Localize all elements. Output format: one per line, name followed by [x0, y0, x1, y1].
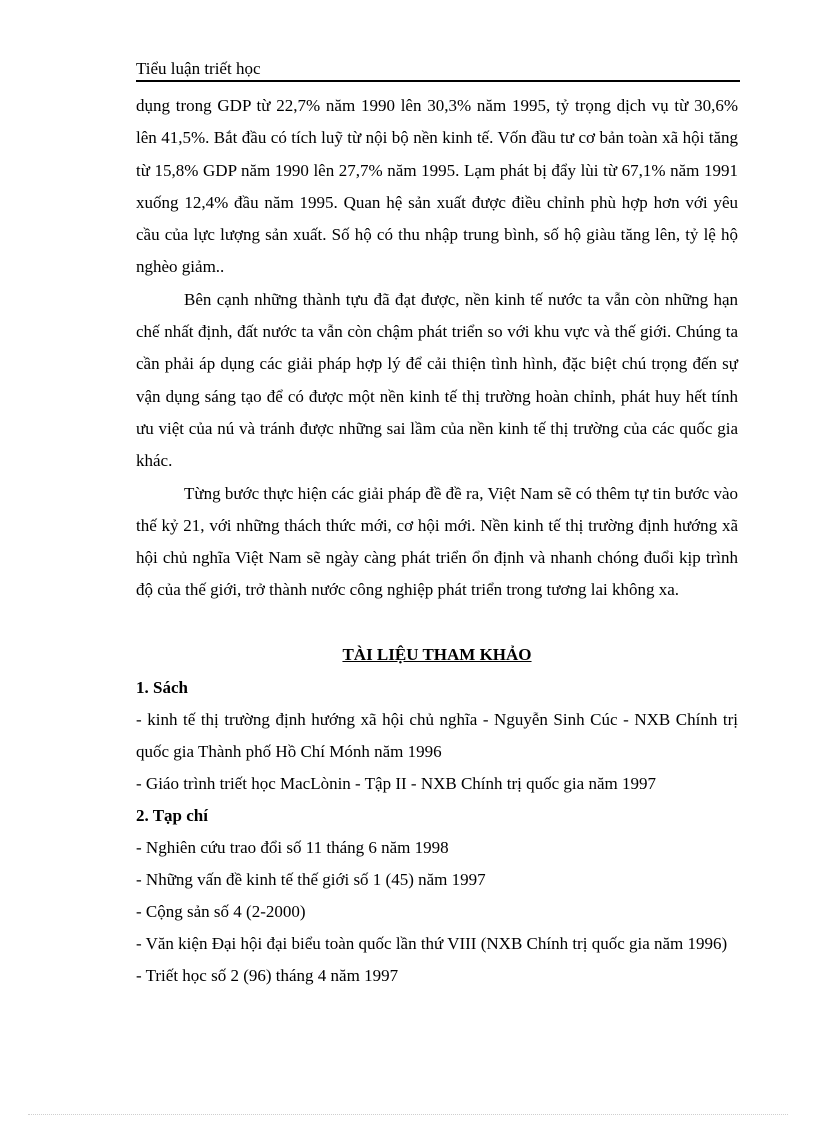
journal-reference-2: - Những vấn đề kinh tế thế giới số 1 (45) năm 1997: [136, 870, 486, 889]
journal-reference-1: - Nghiên cứu trao đổi số 11 tháng 6 năm 1998: [136, 838, 449, 857]
references-section: [136, 640, 738, 992]
paragraph-1: dụng trong GDP từ 22,7% năm 1990 lên 30,3% năm 1995, tỷ trọng dịch vụ từ 30,6% lên 41,5%. Bắt đầu có tích luỹ từ nội bộ nền kinh tế. Vốn đầu tư cơ bản toàn xã hội tăng từ 15,8% GDP năm 1990 lên 27,7% năm 1995. Lạm phát bị đẩy lùi từ 67,1% năm 1991 xuống 12,4% đầu năm 1995. Quan hệ sản xuất được điều chỉnh phù hợp hơn với yêu cầu của lực lượng sản xuất. Số hộ có thu nhập trung bình, số hộ giàu tăng lên, tỷ lệ hộ nghèo giảm..: [136, 96, 738, 277]
book-reference-2: - Giáo trình triết học MacLònin - Tập II - NXB Chính trị quốc gia năm 1997: [136, 774, 656, 793]
paragraph-3: Từng bước thực hiện các giải pháp đề đề ra, Việt Nam sẽ có thêm tự tin bước vào thế kỷ 21, với những thách thức mới, cơ hội mới. Nền kinh tế thị trường định hướng xã hội chủ nghĩa Việt Nam sẽ ngày càng phát triển ổn định và nhanh chóng đuổi kịp trình độ của thế giới, trở thành nước công nghiệp phát triển trong tương lai không xa.: [136, 483, 738, 600]
body-text: [136, 90, 738, 607]
paragraph-2: Bên cạnh những thành tựu đã đạt được, nền kinh tế nước ta vẫn còn những hạn chế nhất định, đất nước ta vẫn còn chậm phát triển so với khu vực và thế giới. Chúng ta cần phải áp dụng các giải pháp hợp lý để cải thiện tình hình, đặc biệt chú trọng đến sự vận dụng sáng tạo để có được một nền kinh tế thị trường hoàn chỉnh, phát huy hết tính ưu việt của nú và tránh được những sai lầm của nền kinh tế thị trường của các quốc gia khác.: [136, 289, 738, 471]
journal-reference-4: - Văn kiện Đại hội đại biểu toàn quốc lần thứ VIII (NXB Chính trị quốc gia năm 1996): [136, 934, 728, 953]
header-divider: [136, 80, 740, 82]
books-heading: 1. Sách: [136, 678, 188, 697]
journals-heading: 2. Tạp chí: [136, 806, 208, 825]
references-title: TÀI LIỆU THAM KHẢO: [342, 645, 532, 664]
journal-reference-3: - Cộng sản số 4 (2-2000): [136, 902, 306, 921]
journal-reference-5: - Triết học số 2 (96) tháng 4 năm 1997: [136, 966, 399, 985]
page-header-title: Tiểu luận triết học: [136, 59, 261, 78]
book-reference-1: - kinh tế thị trường định hướng xã hội chủ nghĩa - Nguyễn Sinh Cúc - NXB Chính trị quốc gia Thành phố Hồ Chí Mónh năm 1996: [136, 710, 738, 761]
footer-divider: [28, 1114, 788, 1115]
